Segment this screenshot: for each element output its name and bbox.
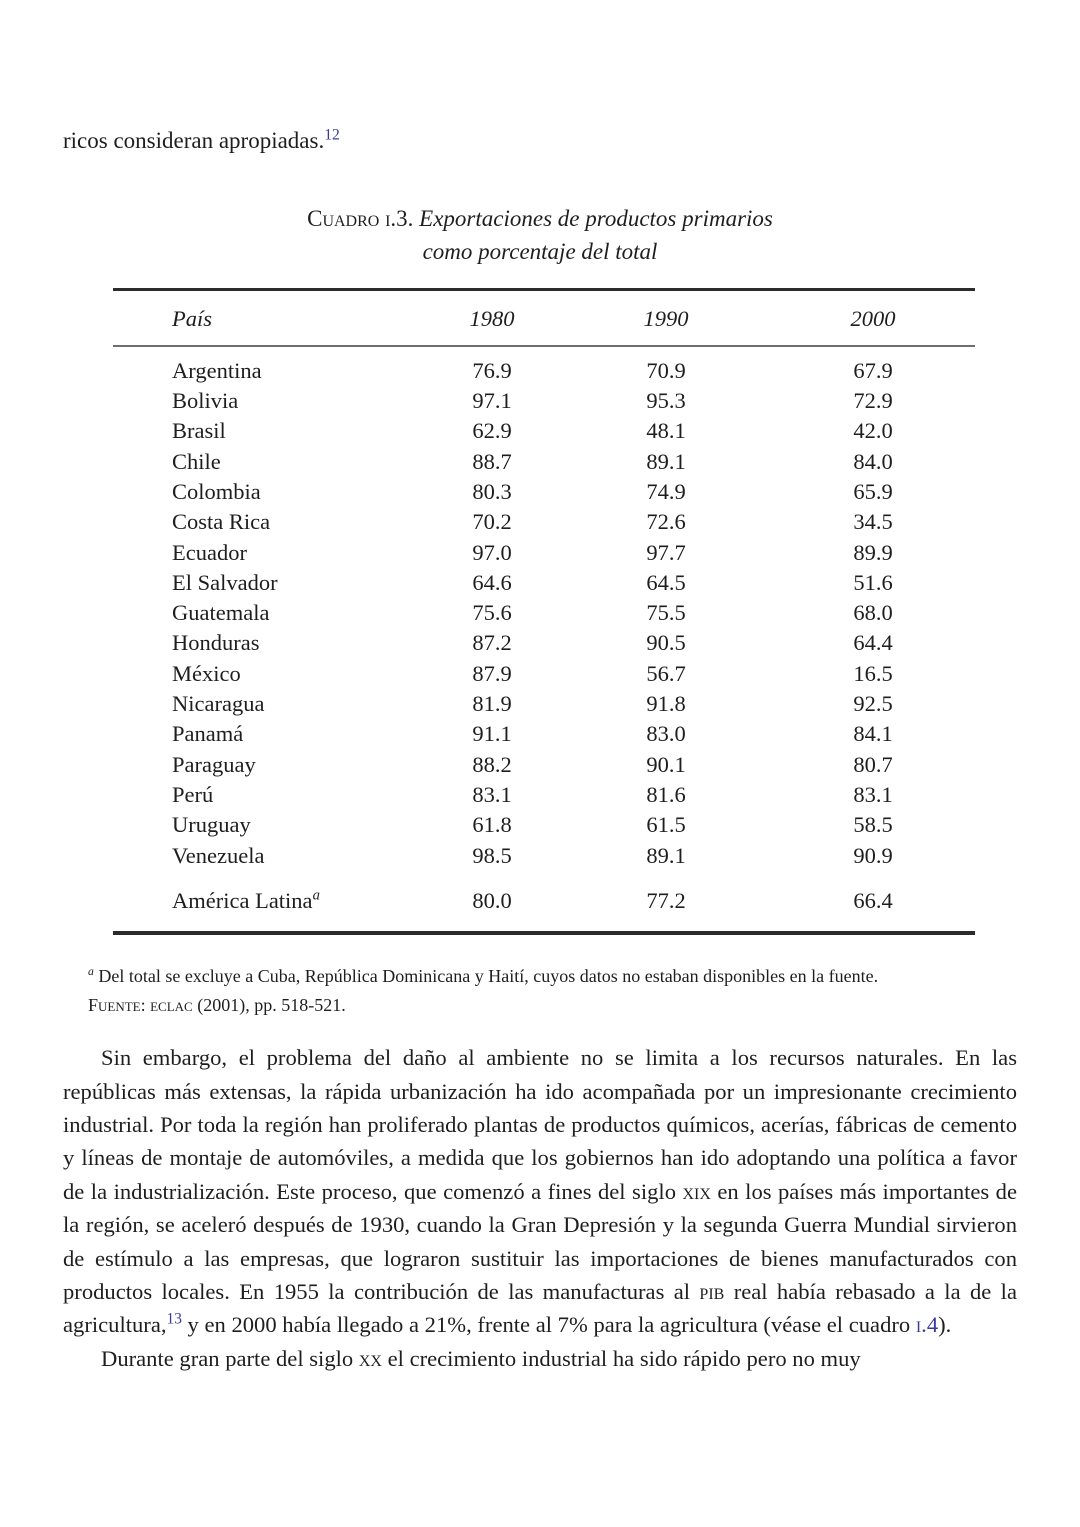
value-cell-1980: 62.9	[472, 418, 512, 444]
value-cell-2000: 67.9	[853, 357, 893, 383]
source-text: (2001), pp. 518-521.	[192, 995, 346, 1016]
summary-country-cell: América Latina$^a$	[172, 887, 320, 913]
value-cell-1990: 90.1	[646, 751, 686, 777]
p1-text-1: Sin embargo, el problema del daño al ambiente no se limita a los recursos naturales. En las repúblicas más extensas, la rápida urbanización ha ido acompañada por un impresionante crecimiento industrial. Por toda la región han proliferado plantas de productos químicos, acerías, fábricas de cemento y líneas de montaje de automóviles, a medida que los gobiernos han ido adoptando una política a favor de la industrialización. Este proceso, que comenzó a fines del siglo	[63, 1045, 1017, 1204]
value-cell-2000: 84.1	[853, 721, 893, 747]
table-caption-label: Cuadro i.3.	[307, 205, 414, 231]
table-row	[113, 386, 975, 416]
country-cell: Honduras	[172, 630, 260, 656]
value-cell-2000: 92.5	[853, 691, 893, 717]
value-cell-1980: 87.9	[472, 660, 512, 686]
country-cell: Colombia	[172, 478, 261, 504]
country-cell: Ecuador	[172, 539, 247, 565]
table-row	[113, 841, 975, 871]
value-cell-1980: 98.5	[472, 842, 512, 868]
country-cell: Argentina	[172, 357, 262, 383]
footnote-marker: a	[88, 965, 94, 979]
table-row	[113, 416, 975, 446]
value-cell-1980: 80.3	[472, 478, 512, 504]
value-cell-1990: 95.3	[646, 388, 686, 414]
value-cell-2000: 89.9	[853, 539, 893, 565]
summary-value-1980: 80.0	[472, 887, 512, 913]
p2-text-2: el crecimiento industrial ha sido rápido pero no muy	[381, 1345, 861, 1371]
country-cell: Bolivia	[172, 388, 239, 414]
p1-text-5: ).	[938, 1312, 952, 1338]
country-cell: Brasil	[172, 418, 226, 444]
value-cell-1980: 97.0	[472, 539, 512, 565]
p1-text-2: en los países más importantes de la región, se aceleró después de 1930, cuando la Gran Depresión y la segunda Guerra Mundial sirvieron de estímulo a las empresas, que lograron sustituir las importaciones de bienes manufacturados con productos locales. En 1955 la contribución de las manufacturas al	[63, 1178, 1018, 1304]
value-cell-2000: 68.0	[853, 600, 893, 626]
table-row	[113, 477, 975, 507]
value-cell-1980: 61.8	[472, 812, 512, 838]
value-cell-1990: 56.7	[646, 660, 686, 686]
table-row	[113, 659, 975, 689]
p1-smallcaps-xix: xix	[682, 1178, 711, 1204]
intro-text: ricos consideran apropiadas.	[63, 128, 325, 153]
value-cell-2000: 72.9	[853, 388, 893, 414]
table-row	[113, 750, 975, 780]
value-cell-1990: 90.5	[646, 630, 686, 656]
value-cell-1980: 88.2	[472, 751, 512, 777]
value-cell-2000: 65.9	[853, 478, 893, 504]
p1-smallcaps-pib: pib	[699, 1278, 725, 1304]
value-cell-1980: 70.2	[472, 509, 512, 535]
table-footnote	[88, 962, 1017, 1020]
table-row	[113, 780, 975, 810]
country-cell: México	[172, 660, 241, 686]
value-cell-1980: 88.7	[472, 448, 512, 474]
country-cell: Nicaragua	[172, 691, 265, 717]
table-caption	[63, 202, 1017, 268]
value-cell-1990: 83.0	[646, 721, 686, 747]
country-cell: Panamá	[172, 721, 244, 747]
value-cell-1980: 87.2	[472, 630, 512, 656]
value-cell-1990: 91.8	[646, 691, 686, 717]
value-cell-1980: 83.1	[472, 781, 512, 807]
value-cell-1990: 97.7	[646, 539, 686, 565]
value-cell-2000: 58.5	[853, 812, 893, 838]
table-caption-title-line2: como porcentaje del total	[422, 238, 658, 264]
body-paragraph-2	[63, 1342, 1017, 1375]
country-cell: Guatemala	[172, 600, 270, 626]
value-cell-1980: 75.6	[472, 600, 512, 626]
value-cell-2000: 90.9	[853, 842, 893, 868]
table-row	[113, 447, 975, 477]
column-header-2000: 2000	[850, 305, 896, 331]
cross-reference-link-cuadro-i4[interactable]: i.4	[915, 1312, 939, 1338]
table-row	[113, 628, 975, 658]
footnote-marker-a: a	[312, 887, 320, 904]
p1-text-4: y en 2000 había llegado a 21%, frente al 7% para la agricultura (véase el cuadro	[181, 1312, 916, 1338]
footnote-ref-13[interactable]: 13	[166, 1310, 182, 1328]
country-cell: Uruguay	[172, 812, 251, 838]
value-cell-1990: 89.1	[646, 842, 686, 868]
table-row	[113, 598, 975, 628]
table-row	[113, 538, 975, 568]
table-summary-row	[113, 886, 975, 931]
p2-text-1: Durante gran parte del siglo	[101, 1345, 359, 1371]
country-cell: Venezuela	[172, 842, 265, 868]
value-cell-2000: 16.5	[853, 660, 893, 686]
p1-text-3: real había rebasado a la de la agricultura,	[63, 1278, 1017, 1338]
footnote-text: Del total se excluye a Cuba, República Dominicana y Haití, cuyos datos no estaban disponibles en la fuente.	[93, 966, 879, 987]
table-header-row	[113, 291, 975, 347]
value-cell-1990: 48.1	[646, 418, 686, 444]
value-cell-1990: 64.5	[646, 569, 686, 595]
table-row	[113, 689, 975, 719]
country-cell: Chile	[172, 448, 221, 474]
country-cell: El Salvador	[172, 569, 278, 595]
value-cell-1990: 61.5	[646, 812, 686, 838]
value-cell-2000: 84.0	[853, 448, 893, 474]
value-cell-1980: 91.1	[472, 721, 512, 747]
exports-table	[113, 288, 975, 935]
value-cell-2000: 34.5	[853, 509, 893, 535]
column-header-country: País	[172, 305, 213, 331]
value-cell-1980: 64.6	[472, 569, 512, 595]
country-cell: Perú	[172, 781, 214, 807]
value-cell-1990: 89.1	[646, 448, 686, 474]
value-cell-1980: 76.9	[472, 357, 512, 383]
value-cell-1990: 70.9	[646, 357, 686, 383]
p2-smallcaps-xx: xx	[358, 1345, 382, 1371]
footnote-ref-12[interactable]: 12	[324, 126, 340, 144]
table-row	[113, 719, 975, 749]
value-cell-1990: 72.6	[646, 509, 686, 535]
summary-value-1990: 77.2	[646, 887, 686, 913]
body-paragraph-1	[63, 1041, 1017, 1342]
source-label: Fuente: eclac	[88, 995, 193, 1016]
value-cell-2000: 83.1	[853, 781, 893, 807]
value-cell-2000: 51.6	[853, 569, 893, 595]
table-body	[113, 347, 975, 871]
table-row	[113, 810, 975, 840]
value-cell-1990: 81.6	[646, 781, 686, 807]
table-row	[113, 356, 975, 386]
value-cell-2000: 80.7	[853, 751, 893, 777]
value-cell-2000: 64.4	[853, 630, 893, 656]
value-cell-1980: 81.9	[472, 691, 512, 717]
value-cell-2000: 42.0	[853, 418, 893, 444]
value-cell-1990: 74.9	[646, 478, 686, 504]
table-caption-title-line1: Exportaciones de productos primarios	[419, 205, 773, 231]
table-row	[113, 507, 975, 537]
table-row	[113, 568, 975, 598]
summary-value-2000: 66.4	[853, 887, 893, 913]
value-cell-1990: 75.5	[646, 600, 686, 626]
column-header-1990: 1990	[643, 305, 689, 331]
country-cell: Costa Rica	[172, 509, 271, 535]
intro-paragraph	[63, 0, 1017, 156]
country-cell: Paraguay	[172, 751, 256, 777]
column-header-1980: 1980	[469, 305, 515, 331]
value-cell-1980: 97.1	[472, 388, 512, 414]
